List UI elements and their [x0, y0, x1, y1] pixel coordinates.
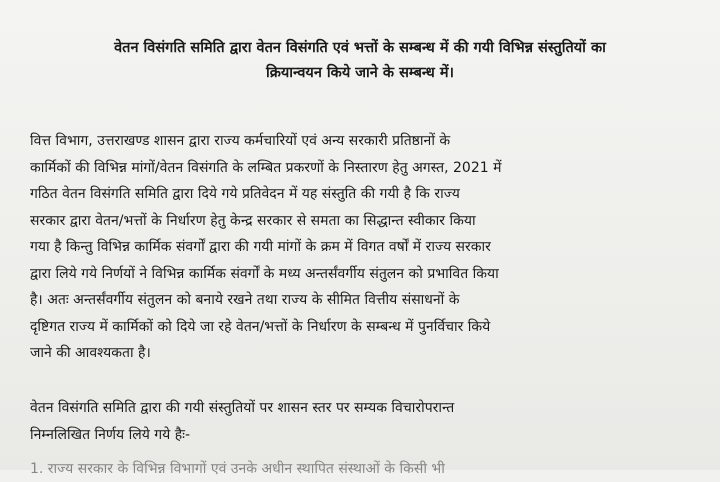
body-paragraph-2: वेतन विसंगति समिति द्वारा की गयी संस्तुतियों पर शासन स्तर पर सम्यक विचारोपरान्त निम्नलिखित निर्णय लिये गये हैः-: [30, 400, 455, 443]
document-subject: वेतन विसंगति समिति द्वारा वेतन विसंगति एवं भत्तों के सम्बन्ध में की गयी विभिन्न संस्तुतियों का क्रियान्वयन किये जाने के सम्बन्ध में।: [114, 40, 606, 81]
cutoff-text-line: 1. राज्य सरकार के विभिन्न विभागों एवं उनके अधीन स्थापित संस्थाओं के किसी भी: [30, 461, 445, 477]
body-paragraph-1: वित्त विभाग, उत्तराखण्ड शासन द्वारा राज्य कर्मचारियों एवं अन्य सरकारी प्रतिष्ठानों के कार्मिकों की विभिन्न मांगों/वेतन विसंगति के लम्बित प्रकरणों के निस्तारण हेतु अगस्त, 2021 में गठित वेतन विसंगति समिति द्वारा दिये गये प्रतिवेदन में यह संस्तुति की गयी है कि राज्य सरकार द्वारा वेतन/भत्तों के निर्धारण हेतु केन्द्र सरकार से समता का सिद्धान्त स्वीकार किया गया है किन्तु विभिन्न कार्मिक संवर्गों द्वारा की गयी मांगों के क्रम में विगत वर्षों में राज्य सरकार द्वारा लिये गये निर्णयों ने विभिन्न कार्मिक संवर्गों के मध्य अन्तर्संवर्गीय संतुलन को प्रभावित किया है। अतः अन्तर्संवर्गीय संतुलन को बनाये रखने तथा राज्य के सीमित वित्तीय संसाधनों के दृष्टिगत राज्य में कार्मिकों को दिये जा रहे वेतन/भत्तों के निर्धारण के सम्बन्ध में पुनर्विचार किये जाने की आवश्यकता है।: [30, 133, 502, 361]
